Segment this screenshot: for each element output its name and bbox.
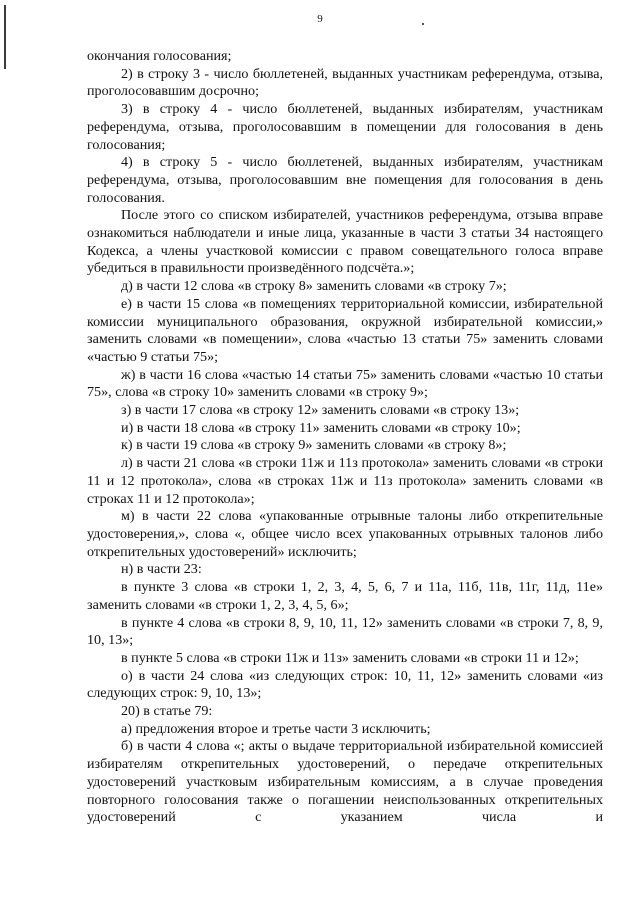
paragraph-item-3: 3) в строку 4 - число бюллетеней, выданных избирателям, участникам референдума, отзыва, проголосовавшим в помещении для голосования в день голосования; <box>87 101 603 153</box>
paragraph-item-b: б) в части 4 слова «; акты о выдаче территориальной избирательной комиссией избирателям открепительных удостоверений, о передаче открепительных удостоверений участковым избирательным комиссиям, а в случае проведения повторного голосования также о погашении неиспользованных открепительных удостоверений с указанием числа и <box>87 738 603 826</box>
paragraph-item-n: н) в части 23: <box>121 561 202 578</box>
paragraph-point-4: в пункте 4 слова «в строки 8, 9, 10, 11, 12» заменить словами «в строки 7, 8, 9, 10, 13»; <box>87 614 603 649</box>
paragraph-point-3: в пункте 3 слова «в строки 1, 2, 3, 4, 5, 6, 7 и 11а, 11б, 11в, 11г, 11д, 11е» заменить словами «в строки 1, 2, 3, 4, 5, 6»; <box>87 579 603 613</box>
paragraph-item-d: д) в части 12 слова «в строку 8» заменить словами «в строку 7»; <box>121 278 507 295</box>
paragraph-item-2: 2) в строку 3 - число бюллетеней, выданных участникам референдума, отзыва, проголосовавшим досрочно; <box>87 65 603 100</box>
paragraph-item-e: е) в части 15 слова «в помещениях территориальной комиссии, избирательной комиссии муниципального образования, окружной избирательной комиссии,» заменить словами «в помещении», слова «частью 13 статьи 75» заменить словами «частью 9 статьи 75»; <box>87 295 603 365</box>
paragraph-article-79: 20) в статье 79: <box>121 703 213 720</box>
paragraph-item-o: о) в части 24 слова «из следующих строк: 10, 11, 12» заменить словами «из следующих строк: 9, 10, 13»; <box>87 667 603 702</box>
page-number: 9 <box>317 13 323 25</box>
paragraph-voting-end: окончания голосования; <box>87 48 232 64</box>
paragraph-item-l: л) в части 21 слова «в строки 11ж и 11з протокола» заменить словами «в строки 11 и 12 протокола», слова «в строках 11ж и 11з протокола» заменить словами «в строках 11 и 12 протокола»; <box>87 455 603 507</box>
paragraph-item-k: к) в части 19 слова «в строку 9» заменить словами «в строку 8»; <box>121 437 507 454</box>
paragraph-item-4: 4) в строку 5 - число бюллетеней, выданных избирателям, участникам референдума, отзыва, проголосовавшим вне помещения для голосования в день голосования. <box>87 154 603 206</box>
paragraph-after-count: После этого со списком избирателей, участников референдума, отзыва вправе ознакомиться наблюдатели и иные лица, указанные в части 3 статьи 34 настоящего Кодекса, а члены участковой комиссии с правом совещательного голоса вправе убедиться в правильности произведённого подсчёта.»; <box>87 207 603 277</box>
document-body <box>87 48 603 827</box>
paragraph-point-5: в пункте 5 слова «в строки 11ж и 11з» заменить словами «в строки 11 и 12»; <box>121 649 579 666</box>
paragraph-item-zh: ж) в части 16 слова «частью 14 статьи 75» заменить словами «частью 10 статьи 75», слова «в строку 10» заменить словами «в строку 9»; <box>87 366 603 401</box>
paragraph-item-a: а) предложения второе и третье части 3 исключить; <box>121 720 431 737</box>
paragraph-item-m: м) в части 22 слова «упакованные отрывные талоны либо открепительные удостоверения,», слова «, общее число всех упакованных отрывных талонов либо открепительных удостоверений» исключить; <box>87 508 603 560</box>
paragraph-item-z: з) в части 17 слова «в строку 12» заменить словами «в строку 13»; <box>121 402 520 419</box>
paragraph-item-i: и) в части 18 слова «в строку 11» заменить словами «в строку 10»; <box>121 419 521 436</box>
